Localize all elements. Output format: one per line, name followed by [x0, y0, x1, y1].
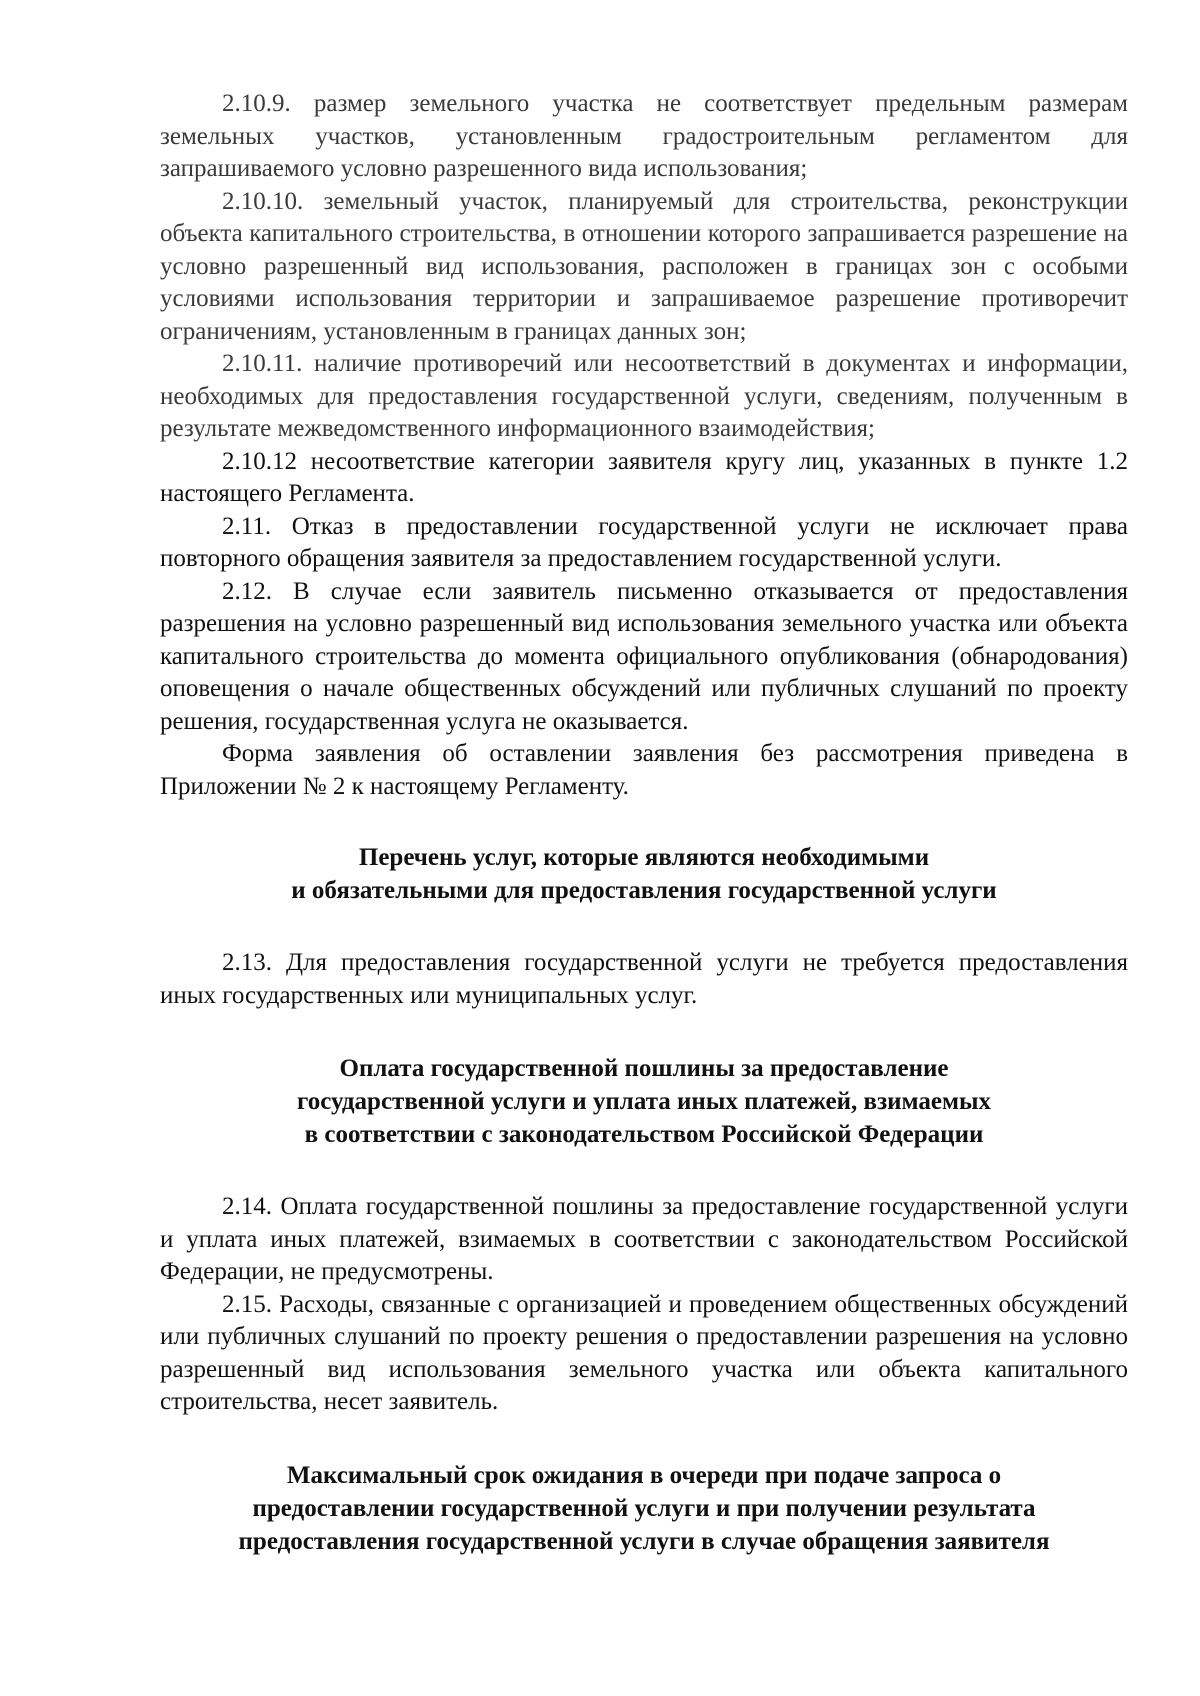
section-heading-queue-time [160, 1459, 1128, 1558]
paragraph-2-10-12: 2.10.12 несоответствие категории заявителя кругу лиц, указанных в пункте 1.2 настоящего Регламента. [160, 447, 1128, 507]
heading-line: предоставления государственной услуги в случае обращения заявителя [238, 1527, 1050, 1555]
heading-line: Максимальный срок ожидания в очереди при подаче запроса о [286, 1461, 1002, 1489]
heading-line: предоставлении государственной услуги и при получении результата [252, 1494, 1036, 1522]
paragraph-2-14: 2.14. Оплата государственной пошлины за предоставление государственной услуги и уплата иных платежей, взимаемых в соответствии с законодательством Российской Федерации, не предусмотрены. [160, 1193, 1128, 1285]
paragraph-2-12: 2.12. В случае если заявитель письменно отказывается от предоставления разрешения на условно разрешенный вид использования земельного участка или объекта капитального строительства до момента официального опубликования (обнародования) оповещения о начале общественных обсуждений или публичных слушаний по проекту решения, государственная услуга не оказывается. [160, 577, 1128, 735]
paragraph-2-11: 2.11. Отказ в предоставлении государственной услуги не исключает права повторного обращения заявителя за предоставлением государственной услуги. [160, 512, 1128, 572]
section-heading-state-duty [160, 1052, 1128, 1151]
heading-line: государственной услуги и уплата иных платежей, взимаемых [296, 1088, 992, 1115]
section-heading-services-list [160, 841, 1128, 907]
paragraph-2-10-9: 2.10.9. размер земельного участка не соответствует предельным размерам земельных участков, установленным градостроительным регламентом для запрашиваемого условно разрешенного вида использования; [160, 90, 1128, 182]
paragraph-2-10-11: 2.10.11. наличие противоречий или несоответствий в документах и информации, необходимых для предоставления государственной услуги, сведениям, полученным в результате межведомственного информационного взаимодействия; [160, 350, 1128, 442]
paragraph-2-13: 2.13. Для предоставления государственной услуги не требуется предоставления иных государственных или муниципальных услуг. [160, 949, 1128, 1009]
heading-line: в соответствии с законодательством Российской Федерации [304, 1121, 984, 1148]
paragraph-form-note: Форма заявления об оставлении заявления без рассмотрения приведена в Приложении № 2 к настоящему Регламенту. [160, 740, 1128, 800]
paragraph-2-15: 2.15. Расходы, связанные с организацией и проведением общественных обсуждений или публичных слушаний по проекту решения о предоставлении разрешения на условно разрешенный вид использования земельного участка или объекта капитального строительства, несет заявитель. [160, 1290, 1128, 1415]
heading-line: Оплата государственной пошлины за предоставление [339, 1055, 949, 1082]
paragraph-2-10-10: 2.10.10. земельный участок, планируемый для строительства, реконструкции объекта капитального строительства, в отношении которого запрашивается разрешение на условно разрешенный вид использования, расположен в границах зон с особыми условиями использования территории и запрашиваемое разрешение противоречит ограничениям, установленным в границах данных зон; [160, 187, 1128, 345]
heading-line: Перечень услуг, которые являются необходимыми [358, 844, 930, 871]
document-page [160, 88, 1128, 1558]
heading-line: и обязательными для предоставления государственной услуги [291, 877, 997, 904]
